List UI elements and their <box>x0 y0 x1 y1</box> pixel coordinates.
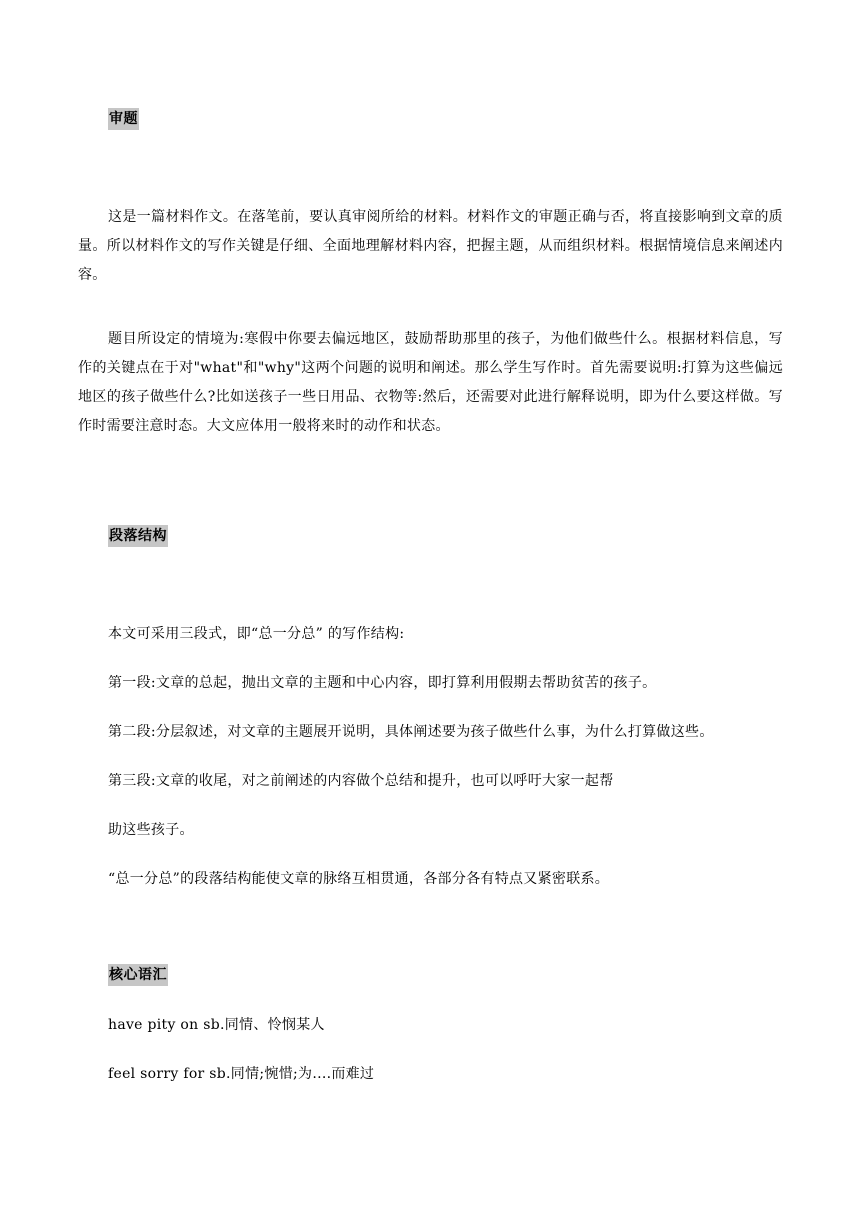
structure-line-paragraph-2: 第二段:分层叙述，对文章的主题展开说明，具体阐述要为孩子做些什么事，为什么打算做这些。 <box>108 724 714 740</box>
structure-line-intro: 本文可采用三段式，即“总一分总” 的写作结构: <box>108 626 405 642</box>
structure-line-summary: “总一分总”的段落结构能使文章的脉络互相贯通，各部分各有特点又紧密联系。 <box>108 871 610 887</box>
analysis-paragraph-1: 这是一篇材料作文。在落笔前，要认真审阅所给的材料。材料作文的审题正确与否，将直接影响到文章的质量。所以材料作文的写作关键是仔细、全面地理解材料内容，把握主题，从而组织材料。根据情境信息来阐述内容。 <box>78 209 783 283</box>
analysis-paragraph-2: 题目所设定的情境为:寒假中你要去偏远地区，鼓励帮助那里的孩子，为他们做些什么。根据材料信息，写作的关键点在于对"what"和"why"这两个问题的说明和阐述。那么学生写作时。首先需要说明:打算为这些偏远地区的孩子做些什么?比如送孩子一些日用品、衣物等:然后，还需要对此进行解释说明，即为什么要这样做。写作时需要注意时态。大文应体用一般将来时的动作和状态。 <box>78 331 783 434</box>
section-heading-vocabulary: 核心语汇 <box>108 964 168 986</box>
vocabulary-item-1: have pity on sb.同情、怜悯某人 <box>108 1017 325 1033</box>
section-heading-structure: 段落结构 <box>108 525 168 547</box>
structure-line-paragraph-3: 第三段:文章的收尾，对之前阐述的内容做个总结和提升，也可以呼吁大家一起帮 <box>108 773 614 789</box>
vocabulary-item-2: feel sorry for sb.同情;惋惜;为....而难过 <box>108 1066 375 1082</box>
structure-line-paragraph-3-cont: 助这些孩子。 <box>108 822 194 838</box>
structure-line-paragraph-1: 第一段:文章的总起，抛出文章的主题和中心内容，即打算利用假期去帮助贫苦的孩子。 <box>108 675 657 691</box>
section-heading-analysis: 审题 <box>108 108 139 130</box>
